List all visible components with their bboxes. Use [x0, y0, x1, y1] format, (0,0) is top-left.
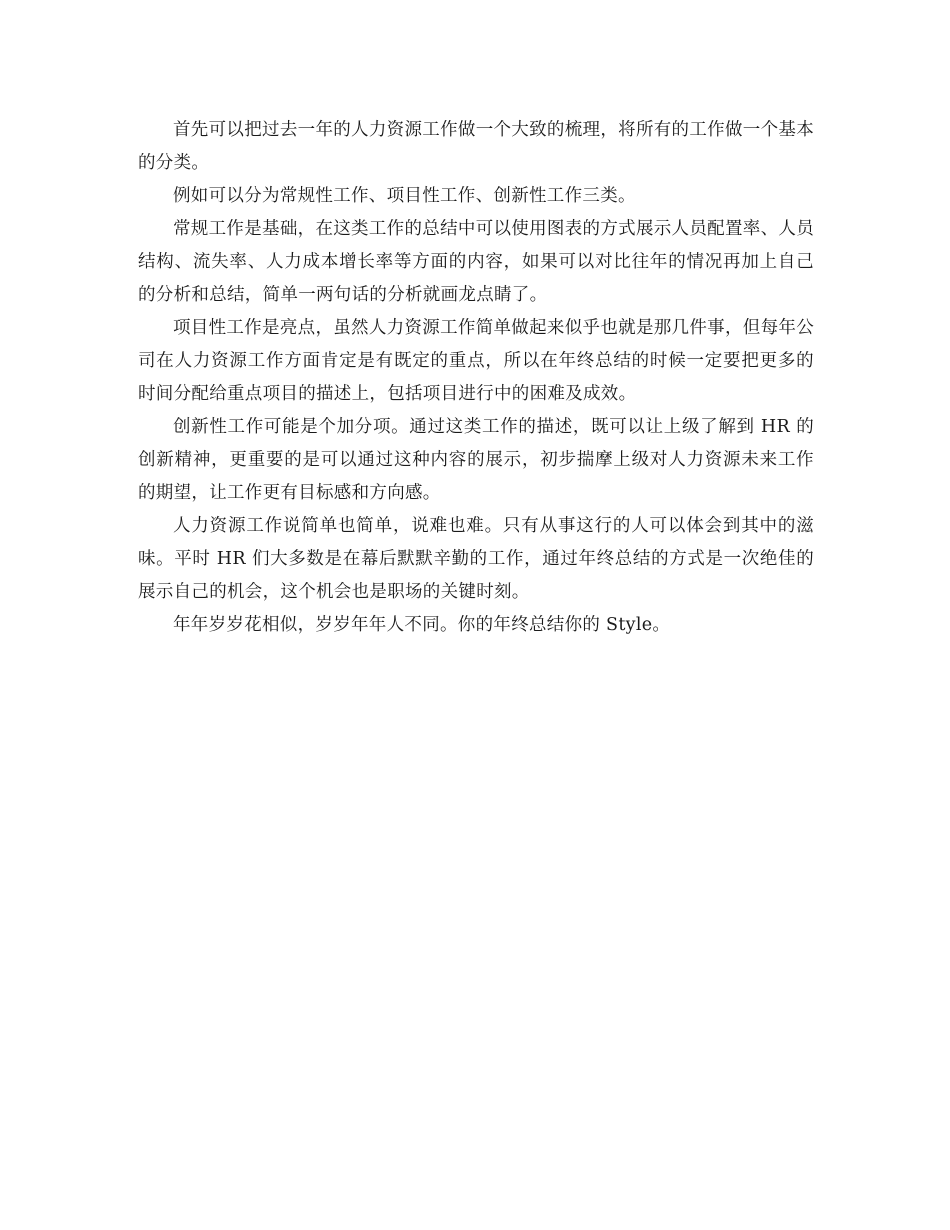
paragraph-categories: 例如可以分为常规性工作、项目性工作、创新性工作三类。 — [173, 186, 636, 206]
paragraph-intro: 首先可以把过去一年的人力资源工作做一个大致的梳理，将所有的工作做一个基本的分类。 — [138, 120, 814, 173]
paragraph-closing: 年年岁岁花相似，岁岁年年人不同。你的年终总结你的 Style。 — [173, 615, 671, 635]
document-body — [138, 114, 814, 642]
paragraph-innovative-work: 创新性工作可能是个加分项。通过这类工作的描述，既可以让上级了解到 HR 的创新精神，更重要的是可以通过这种内容的展示，初步揣摩上级对人力资源未来工作的期望，让工作更有目标感和方向感。 — [138, 417, 814, 503]
paragraph-hr-reflection: 人力资源工作说简单也简单，说难也难。只有从事这行的人可以体会到其中的滋味。平时 HR 们大多数是在幕后默默辛勤的工作，通过年终总结的方式是一次绝佳的展示自己的机会，这个机会也是职场的关键时刻。 — [138, 516, 814, 602]
paragraph-project-work: 项目性工作是亮点，虽然人力资源工作简单做起来似乎也就是那几件事，但每年公司在人力资源工作方面肯定是有既定的重点，所以在年终总结的时候一定要把更多的时间分配给重点项目的描述上，包括项目进行中的困难及成效。 — [138, 318, 814, 404]
paragraph-routine-work: 常规工作是基础，在这类工作的总结中可以使用图表的方式展示人员配置率、人员结构、流失率、人力成本增长率等方面的内容，如果可以对比往年的情况再加上自己的分析和总结，简单一两句话的分析就画龙点睛了。 — [138, 219, 814, 305]
